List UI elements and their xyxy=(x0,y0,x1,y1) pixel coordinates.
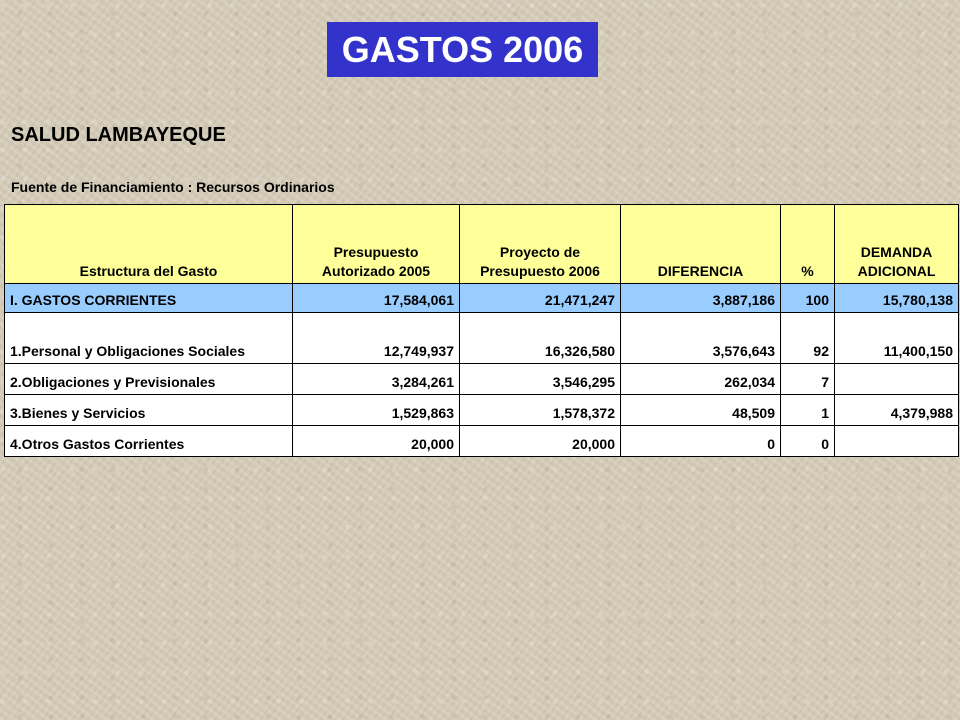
header-porcentaje: % xyxy=(781,205,835,284)
slide-title: GASTOS 2006 xyxy=(327,22,598,77)
cell-porcentaje: 100 xyxy=(781,284,835,313)
cell-porcentaje: 7 xyxy=(781,364,835,395)
table-row-total xyxy=(5,284,959,313)
header-demanda: DEMANDA ADICIONAL xyxy=(835,205,959,284)
cell-concepto: I. GASTOS CORRIENTES xyxy=(5,284,293,313)
table-row xyxy=(5,364,959,395)
cell-diferencia: 262,034 xyxy=(621,364,781,395)
cell-autorizado: 17,584,061 xyxy=(293,284,460,313)
cell-diferencia: 3,887,186 xyxy=(621,284,781,313)
table-row xyxy=(5,426,959,457)
cell-porcentaje: 0 xyxy=(781,426,835,457)
cell-demanda xyxy=(835,364,959,395)
header-autorizado: Presupuesto Autorizado 2005 xyxy=(293,205,460,284)
cell-porcentaje: 1 xyxy=(781,395,835,426)
funding-source: Fuente de Financiamiento : Recursos Ordinarios xyxy=(11,179,335,195)
table-row xyxy=(5,313,959,364)
table-header-row xyxy=(5,205,959,284)
header-estructura: Estructura del Gasto xyxy=(5,205,293,284)
cell-autorizado: 20,000 xyxy=(293,426,460,457)
cell-porcentaje: 92 xyxy=(781,313,835,364)
cell-proyecto: 3,546,295 xyxy=(460,364,621,395)
cell-diferencia: 48,509 xyxy=(621,395,781,426)
cell-proyecto: 20,000 xyxy=(460,426,621,457)
budget-table xyxy=(4,204,959,457)
cell-concepto: 2.Obligaciones y Previsionales xyxy=(5,364,293,395)
cell-demanda: 4,379,988 xyxy=(835,395,959,426)
cell-proyecto: 16,326,580 xyxy=(460,313,621,364)
header-diferencia: DIFERENCIA xyxy=(621,205,781,284)
cell-autorizado: 1,529,863 xyxy=(293,395,460,426)
cell-demanda: 11,400,150 xyxy=(835,313,959,364)
cell-autorizado: 12,749,937 xyxy=(293,313,460,364)
cell-concepto: 1.Personal y Obligaciones Sociales xyxy=(5,313,293,364)
cell-diferencia: 3,576,643 xyxy=(621,313,781,364)
cell-proyecto: 21,471,247 xyxy=(460,284,621,313)
cell-demanda: 15,780,138 xyxy=(835,284,959,313)
table-row xyxy=(5,395,959,426)
cell-demanda xyxy=(835,426,959,457)
cell-concepto: 3.Bienes y Servicios xyxy=(5,395,293,426)
header-proyecto: Proyecto de Presupuesto 2006 xyxy=(460,205,621,284)
cell-diferencia: 0 xyxy=(621,426,781,457)
entity-name: SALUD LAMBAYEQUE xyxy=(11,124,226,146)
cell-proyecto: 1,578,372 xyxy=(460,395,621,426)
cell-autorizado: 3,284,261 xyxy=(293,364,460,395)
cell-concepto: 4.Otros Gastos Corrientes xyxy=(5,426,293,457)
